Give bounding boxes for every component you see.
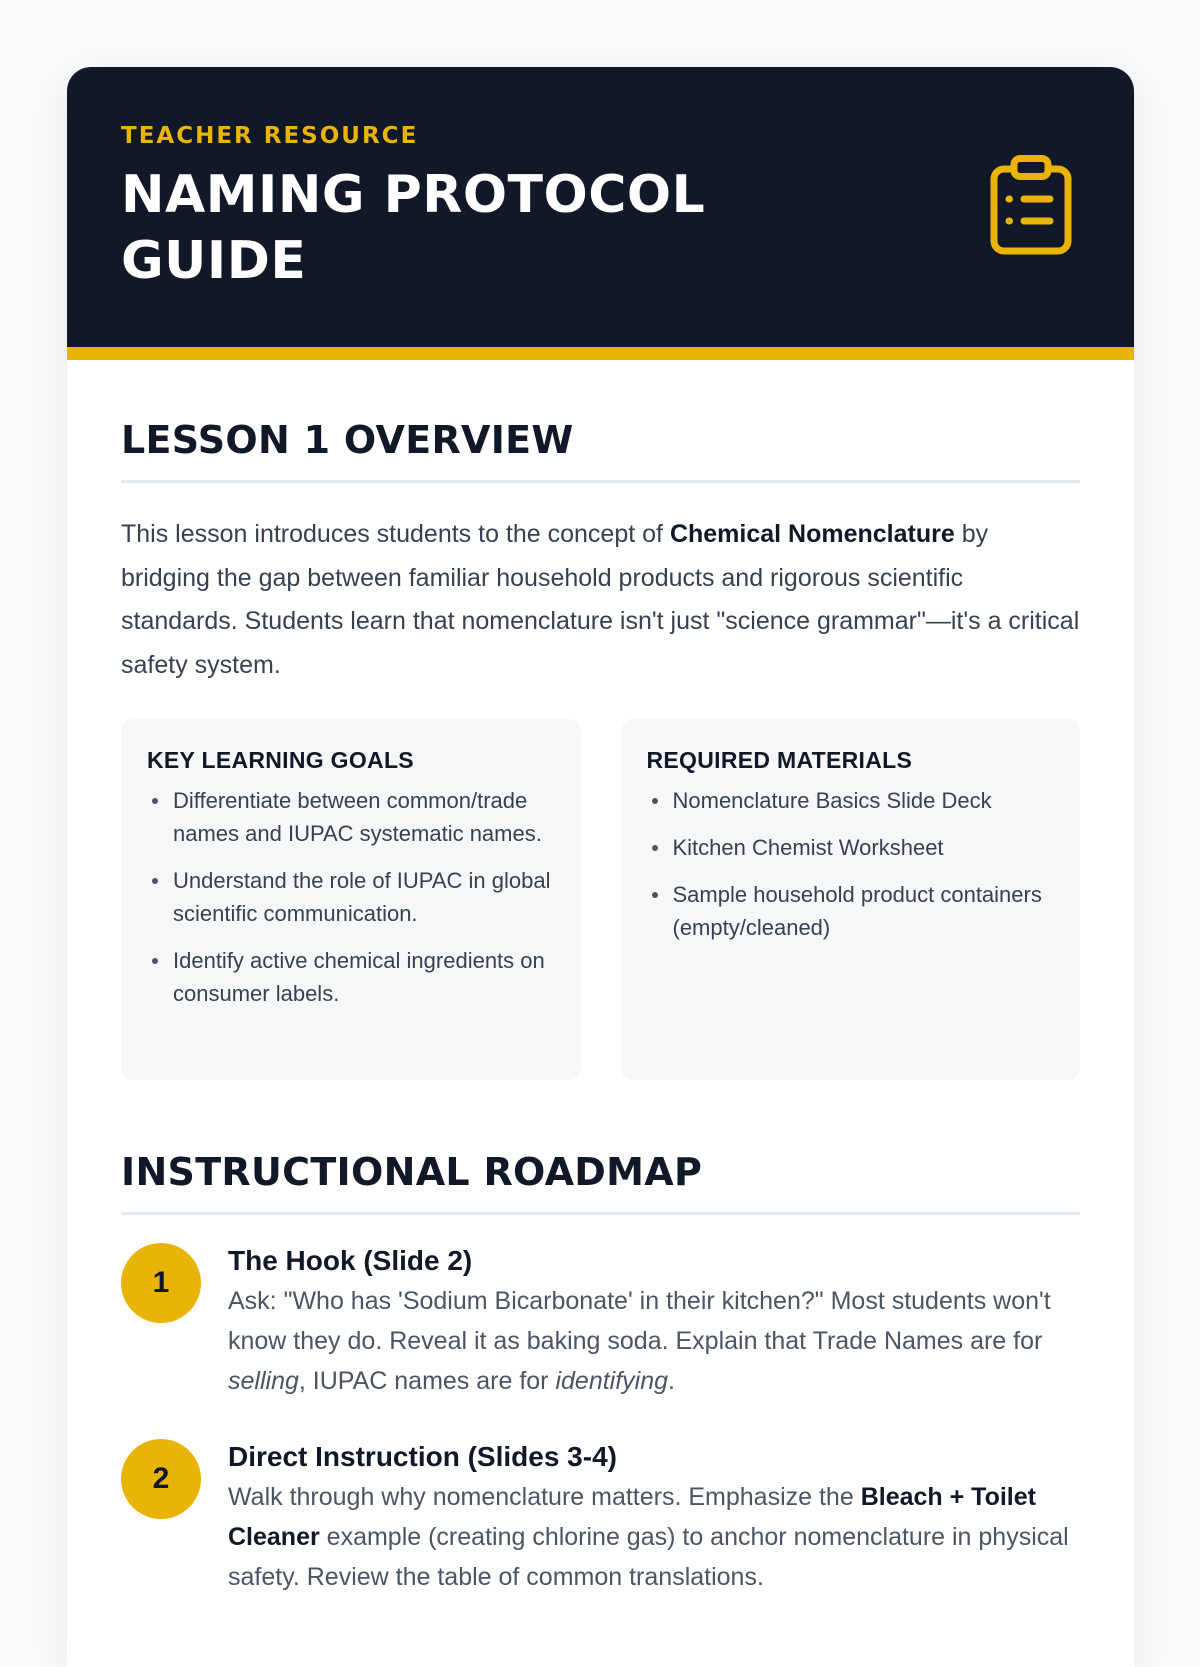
materials-box	[621, 719, 1081, 1080]
list-item: Identify active chemical ingredients on consumer labels.	[173, 944, 555, 1010]
page-title-line2: GUIDE	[121, 231, 307, 291]
step-text: Walk through why nomenclature matters. Emphasize the	[228, 1483, 861, 1511]
step-text: , IUPAC names are for	[298, 1367, 556, 1395]
page-title-line1: NAMING PROTOCOL	[121, 165, 706, 225]
step-text: example (creating chlorine gas) to anchor nomenclature in physical safety. Review the table of common translations.	[228, 1523, 1069, 1591]
step-text: Ask: "Who has 'Sodium Bicarbonate' in their kitchen?" Most students won't know they do. Reveal it as baking soda. Explain that Trade Names are for	[228, 1287, 1051, 1355]
list-item: Differentiate between common/trade names and IUPAC systematic names.	[173, 784, 555, 850]
step-description	[228, 1477, 1080, 1597]
roadmap-steps	[121, 1243, 1080, 1597]
step-description	[228, 1281, 1080, 1401]
roadmap-step	[121, 1439, 1080, 1597]
step-highlight: Bleach + Toilet Cleaner	[228, 1483, 1036, 1551]
step-emphasis: selling	[228, 1367, 299, 1395]
materials-title: REQUIRED MATERIALS	[646, 747, 913, 773]
overview-intro	[121, 513, 1080, 687]
step-number-badge: 2	[121, 1439, 201, 1519]
step-text: .	[668, 1367, 675, 1395]
clipboard-list-icon	[990, 155, 1072, 255]
overview-boxes	[121, 719, 1080, 1080]
materials-list	[647, 784, 1055, 944]
eyebrow-label: TEACHER RESOURCE	[121, 123, 419, 149]
learning-goals-list	[147, 784, 555, 1010]
list-item: Kitchen Chemist Worksheet	[673, 831, 1055, 864]
list-item: Sample household product containers (empty/cleaned)	[673, 878, 1055, 944]
list-item: Nomenclature Basics Slide Deck	[673, 784, 1055, 817]
step-number-badge: 1	[121, 1243, 201, 1323]
step-title: The Hook (Slide 2)	[228, 1245, 473, 1276]
intro-highlight: Chemical Nomenclature	[669, 520, 955, 548]
overview-heading: LESSON 1 OVERVIEW	[121, 418, 1080, 483]
step-title: Direct Instruction (Slides 3-4)	[228, 1441, 617, 1472]
roadmap-heading: INSTRUCTIONAL ROADMAP	[121, 1150, 1080, 1215]
intro-text-start: This lesson introduces students to the concept of	[121, 520, 670, 548]
page-title	[121, 162, 1080, 294]
roadmap-step	[121, 1243, 1080, 1401]
step-emphasis: identifying	[555, 1367, 669, 1395]
intro-text-end: by bridging the gap between familiar household products and rigorous scientific standards. Students learn that nomenclature isn't just "science grammar"—it's a critical safety system.	[121, 520, 1080, 679]
guide-card	[67, 67, 1134, 1667]
list-item: Understand the role of IUPAC in global scientific communication.	[173, 864, 555, 930]
learning-goals-box	[121, 719, 581, 1080]
main-content	[67, 418, 1134, 1597]
hero-header	[67, 67, 1134, 360]
learning-goals-title: KEY LEARNING GOALS	[147, 747, 414, 773]
